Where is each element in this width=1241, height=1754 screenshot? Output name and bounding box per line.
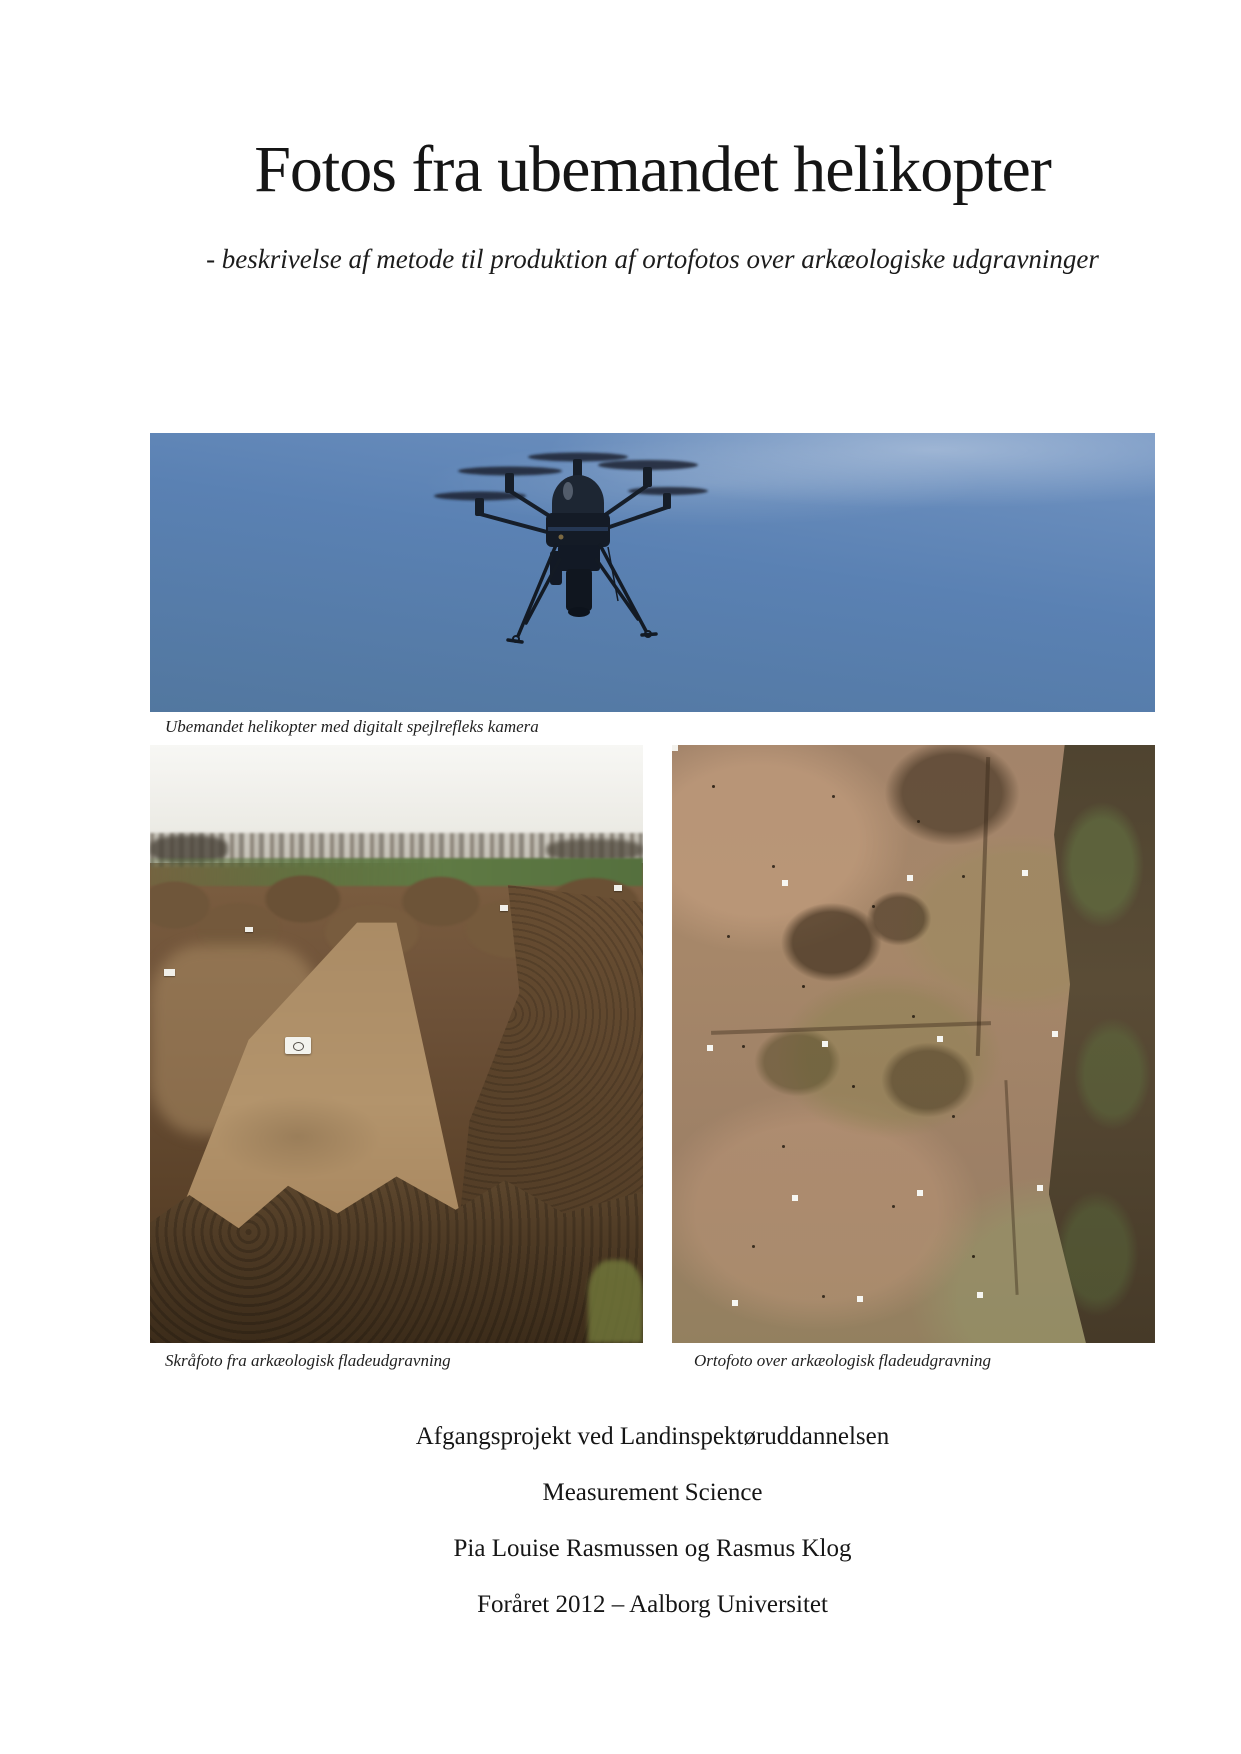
photo-survey-marker [614, 885, 622, 891]
page-subtitle: - beskrivelse af metode til produktion af ortofotos over arkæologiske udgravninger [206, 244, 1099, 274]
footer-authors-line: Pia Louise Rasmussen og Rasmus Klog [453, 1535, 852, 1562]
ortho-photo-caption: Ortofoto over arkæologisk fladeudgravning [694, 1351, 992, 1370]
page-title: Fotos fra ubemandet helikopter [254, 133, 1051, 206]
photo-grass-tuft [588, 1260, 643, 1343]
photo-survey-markers-layer [672, 745, 678, 751]
photo-survey-marker [245, 927, 253, 932]
photo-white-sign [285, 1037, 311, 1054]
photo-trench-line [1004, 1080, 1018, 1295]
drone-silhouette-icon [410, 441, 730, 656]
orthophoto-excavation-photo [672, 745, 1155, 1343]
photo-speckles-layer [712, 785, 715, 788]
photo-survey-marker [164, 969, 175, 976]
footer-date-university-line: Foråret 2012 – Aalborg Universitet [477, 1591, 828, 1618]
photo-dark-soil-strip-layer [1049, 745, 1155, 1343]
footer-project-line: Afgangsprojekt ved Landinspektøruddannelsen [415, 1423, 890, 1450]
oblique-photo-caption: Skråfoto fra arkæologisk fladeudgravning [165, 1351, 451, 1370]
footer-programme-line: Measurement Science [542, 1479, 763, 1506]
oblique-excavation-photo [150, 745, 643, 1343]
photo-trench-line [711, 1021, 991, 1035]
photo-survey-marker [500, 905, 508, 911]
drone-photo [150, 433, 1155, 712]
footer-block [150, 1424, 1155, 1648]
photo-trench-line [976, 757, 990, 1056]
drone-photo-caption: Ubemandet helikopter med digitalt spejlrefleks kamera [165, 717, 539, 736]
